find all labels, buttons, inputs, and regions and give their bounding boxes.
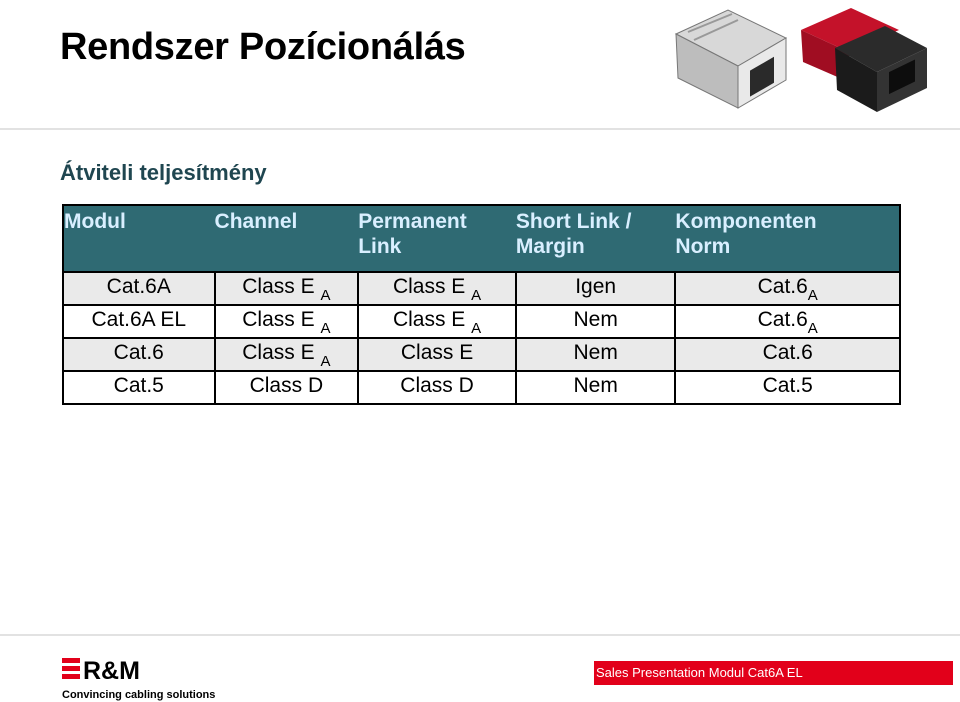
cell-permanent	[358, 272, 516, 305]
table-header-row	[63, 205, 900, 272]
cell-permanent	[358, 371, 516, 404]
cell-norm	[675, 338, 900, 371]
presentation-label: Sales Presentation Modul Cat6A EL	[594, 661, 953, 685]
cell-permanent-value: Class D	[400, 374, 474, 397]
cell-channel-value: Class E	[242, 275, 315, 298]
cell-channel-value: Class E	[242, 308, 315, 331]
table-row	[63, 338, 900, 371]
cell-channel-sub: A	[320, 287, 331, 304]
header-komp-line1: Komponenten	[675, 210, 817, 233]
cell-channel-sub: A	[320, 320, 331, 337]
cell-channel	[215, 305, 359, 338]
cell-permanent-value: Class E	[400, 341, 474, 364]
red-black-module-image	[795, 4, 930, 114]
tagline: Convincing cabling solutions	[62, 689, 216, 701]
header-permanent-line1: Permanent	[358, 210, 467, 233]
cell-channel	[215, 272, 359, 305]
logo-text: R&M	[83, 657, 140, 685]
cell-channel-value: Class E	[242, 341, 315, 364]
rm-logo	[62, 655, 162, 685]
cell-permanent-sub: A	[471, 287, 482, 304]
cell-permanent-value: Class E	[392, 275, 466, 298]
cell-norm-value: Cat.6	[762, 341, 813, 364]
cell-short-link: Nem	[516, 305, 676, 338]
cell-channel-value: Class D	[249, 374, 324, 397]
bottom-divider	[0, 634, 960, 636]
cell-channel-sub: A	[320, 353, 331, 370]
cell-short-link: Igen	[516, 272, 676, 305]
cell-modul: Cat.6	[63, 338, 215, 371]
cell-norm	[675, 272, 900, 305]
cell-permanent-sub: A	[471, 320, 482, 337]
cell-norm-value: Cat.6	[757, 275, 808, 298]
cell-permanent-value: Class E	[392, 308, 466, 331]
cell-modul: Cat.6A EL	[63, 305, 215, 338]
cell-norm-sub: A	[807, 320, 818, 337]
performance-table	[62, 204, 901, 405]
table-row	[63, 371, 900, 404]
top-divider	[0, 128, 960, 130]
section-subtitle: Átviteli teljesítmény	[60, 160, 267, 185]
cell-short-link: Nem	[516, 371, 676, 404]
header-permanent-link	[358, 205, 516, 272]
cell-channel	[215, 338, 359, 371]
header-short-link	[516, 205, 676, 272]
header-modul: Modul	[64, 210, 126, 233]
table-row	[63, 305, 900, 338]
cell-modul: Cat.5	[63, 371, 215, 404]
cell-norm-sub: A	[807, 287, 818, 304]
header-short-line1: Short Link /	[515, 210, 632, 233]
cell-permanent	[358, 305, 516, 338]
header-short-line2: Margin	[515, 235, 585, 258]
cell-short-link: Nem	[516, 338, 676, 371]
cell-permanent	[358, 338, 516, 371]
header-komp-line2: Norm	[675, 235, 731, 258]
header-permanent-line2: Link	[358, 235, 402, 258]
header-komponenten-norm	[675, 205, 900, 272]
header-channel: Channel	[214, 210, 298, 233]
cell-norm	[675, 371, 900, 404]
table-row	[63, 272, 900, 305]
page-title: Rendszer Pozícionálás	[60, 26, 466, 68]
silver-module-image	[668, 4, 790, 112]
cell-norm-value: Cat.5	[762, 374, 813, 397]
cell-norm	[675, 305, 900, 338]
cell-modul: Cat.6A	[63, 272, 215, 305]
cell-norm-value: Cat.6	[757, 308, 808, 331]
cell-channel	[215, 371, 359, 404]
